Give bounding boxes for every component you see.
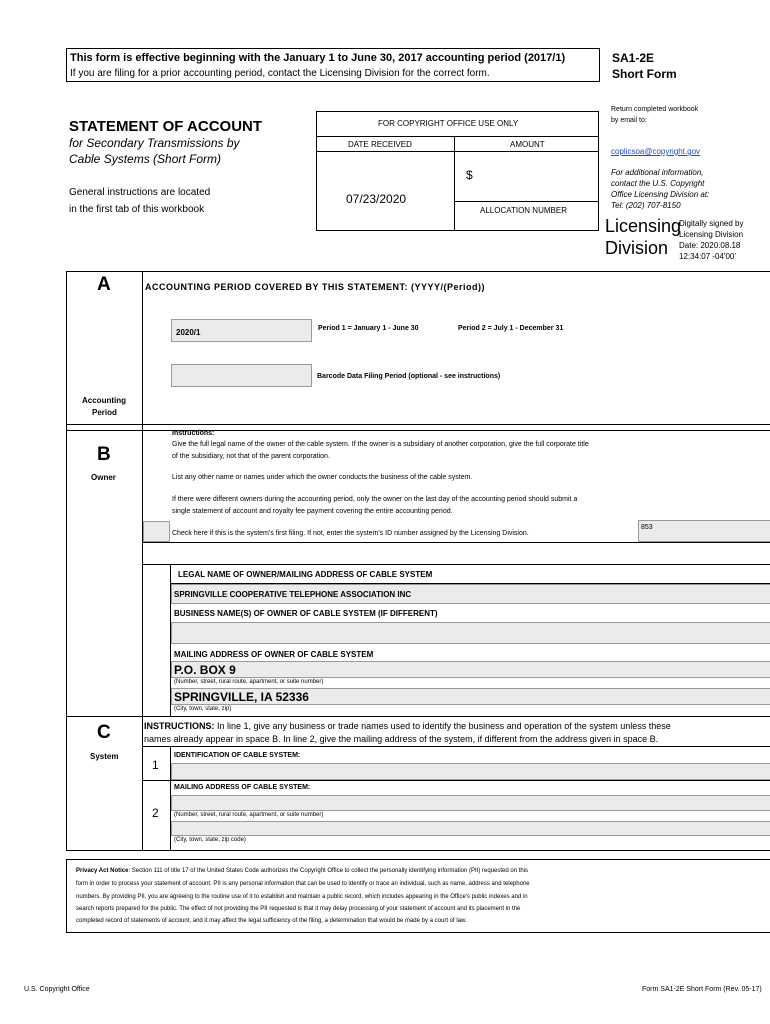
system-id-value: 853: [641, 524, 653, 531]
section-b-instructions-heading: Instructions:: [172, 430, 215, 437]
legal-name-value: SPRINGVILLE COOPERATIVE TELEPHONE ASSOCIATION INC: [174, 590, 412, 599]
line-1-number: 1: [152, 758, 159, 772]
effective-notice-line1: This form is effective beginning with the January 1 to June 30, 2017 accounting period (2017/1): [70, 52, 566, 64]
section-b-label: Owner: [91, 473, 116, 482]
office-use-heading: FOR COPYRIGHT OFFICE USE ONLY: [378, 119, 519, 128]
section-c-letter: C: [97, 722, 111, 743]
business-name-field[interactable]: [171, 622, 770, 644]
owner-city-caption: (City, town, state, zip): [174, 706, 232, 712]
page-subtitle-2: Cable Systems (Short Form): [69, 152, 222, 166]
form-code: SA1-2E: [612, 51, 655, 65]
business-name-label: BUSINESS NAME(S) OF OWNER OF CABLE SYSTEM (IF DIFFERENT): [174, 609, 438, 618]
owner-street-field[interactable]: [171, 661, 770, 678]
accounting-period-value: 2020/1: [176, 328, 201, 337]
signature-detail-2: Licensing Division: [679, 230, 744, 239]
system-identification-label: IDENTIFICATION OF CABLE SYSTEM:: [174, 752, 301, 759]
system-identification-field[interactable]: [171, 763, 770, 780]
accounting-period-heading: ACCOUNTING PERIOD COVERED BY THIS STATEMENT: (YYYY/(Period)): [145, 282, 486, 292]
privacy-line-3: numbers. By providing PII, you are agreeing to the routine use of it to establish and maintain a public record, which includes appearing in the Office's public indexes and in: [76, 894, 528, 900]
section-c-instructions-2: names already appear in space B. In line 2, give the mailing address of the system, if different from the address given in space B.: [144, 734, 659, 744]
return-instructions-2: by email to:: [611, 117, 647, 124]
section-a-letter: A: [97, 274, 111, 295]
general-instructions-1: General instructions are located: [69, 187, 211, 198]
barcode-period-label: Barcode Data Filing Period (optional - see instructions): [317, 373, 501, 380]
system-city-caption: (City, town, state, zip code): [174, 837, 246, 843]
form-name: Short Form: [612, 67, 677, 81]
signature-name-1: Licensing: [605, 216, 682, 236]
date-received-value: 07/23/2020: [346, 192, 407, 206]
signature-detail-1: Digitally signed by: [679, 219, 744, 228]
page-title: STATEMENT OF ACCOUNT: [69, 118, 263, 135]
section-c-instructions-1: INSTRUCTIONS: In line 1, give any business or trade names used to identify the business and operation of the system unless these: [144, 721, 671, 731]
legal-name-label: LEGAL NAME OF OWNER/MAILING ADDRESS OF CABLE SYSTEM: [178, 570, 433, 579]
first-filing-text: Check here if this is the system's first filing. If not, enter the system's ID number assigned by the Licensing Division.: [172, 530, 529, 537]
first-filing-checkbox[interactable]: [143, 521, 170, 542]
section-b-instruction-2: of the subsidiary, not that of the parent corporation.: [172, 453, 330, 460]
period-1-note: Period 1 = January 1 - June 30: [318, 325, 419, 332]
owner-mailing-label: MAILING ADDRESS OF OWNER OF CABLE SYSTEM: [174, 650, 374, 659]
general-instructions-2: in the first tab of this workbook: [69, 204, 205, 215]
signature-name-2: Division: [605, 238, 669, 258]
contact-info-3: Office Licensing Division at:: [611, 190, 710, 199]
email-link[interactable]: coplicsoa@copyright.gov: [611, 147, 701, 156]
amount-label: AMOUNT: [510, 140, 545, 149]
privacy-line-5: completed record of statements of account, and it may affect the legal sufficiency of the filing, a determination that would be made by a court of law.: [76, 918, 467, 924]
owner-street-value: P.O. BOX 9: [174, 663, 236, 677]
system-street-caption: (Number, street, rural route, apartment, or suite number): [174, 812, 324, 818]
contact-info-2: contact the U.S. Copyright: [611, 179, 705, 188]
signature-detail-4: 12:34:07 -04'00': [679, 252, 736, 261]
privacy-line-4: search reports prepared for the public. The effect of not providing the PII requested is that it may delay processing of your statement of account and its placement in the: [76, 906, 521, 912]
section-b-instruction-3: List any other name or names under which the owner conducts the business of the cable system.: [172, 474, 473, 481]
privacy-line-2: form in order to process your statement of account. PII is any personal information that can be used to identify or trace an individual, such as name, address and telephone: [76, 881, 530, 887]
contact-info-1: For additional information,: [611, 168, 704, 177]
section-a-label-2: Period: [92, 408, 117, 417]
section-b-letter: B: [97, 444, 111, 465]
date-received-label: DATE RECEIVED: [348, 140, 412, 149]
amount-dollar-sign: $: [466, 168, 473, 182]
signature-detail-3: Date: 2020.08.18: [679, 241, 741, 250]
period-2-note: Period 2 = July 1 - December 31: [458, 325, 564, 332]
footer-left: U.S. Copyright Office: [24, 986, 90, 993]
barcode-period-field[interactable]: [171, 364, 312, 387]
section-a-label-1: Accounting: [82, 396, 126, 405]
section-b-instruction-5: single statement of account and royalty fee payment covering the entire accounting period.: [172, 508, 453, 515]
section-b-instruction-4: If there were different owners during the accounting period, only the owner on the last day of the accounting period should submit a: [172, 496, 578, 503]
section-c-label: System: [90, 752, 119, 761]
system-city-field[interactable]: [171, 821, 770, 836]
owner-city-value: SPRINGVILLE, IA 52336: [174, 690, 309, 704]
owner-street-caption: (Number, street, rural route, apartment, or suite number): [174, 679, 324, 685]
system-mailing-label: MAILING ADDRESS OF CABLE SYSTEM:: [174, 784, 311, 791]
line-2-number: 2: [152, 806, 159, 820]
privacy-line-1: Privacy Act Notice: Section 111 of title 17 of the United States Code authorizes the Copyright Office to collect the personally identifying information (PII) requested on this: [76, 868, 529, 874]
return-instructions-1: Return completed workbook: [611, 106, 699, 113]
contact-info-4: Tel: (202) 707-8150: [611, 201, 681, 210]
section-b-instruction-1: Give the full legal name of the owner of the cable system. If the owner is a subsidiary of another corporation, give the full corporate title: [172, 441, 589, 448]
footer-right: Form SA1-2E Short Form (Rev. 05-17): [642, 986, 762, 993]
allocation-number-label: ALLOCATION NUMBER: [480, 206, 567, 215]
effective-notice-line2: If you are filing for a prior accounting period, contact the Licensing Division for the correct form.: [70, 68, 490, 79]
system-id-field[interactable]: [638, 520, 770, 542]
page-subtitle-1: for Secondary Transmissions by: [69, 136, 240, 150]
system-street-field[interactable]: [171, 795, 770, 811]
